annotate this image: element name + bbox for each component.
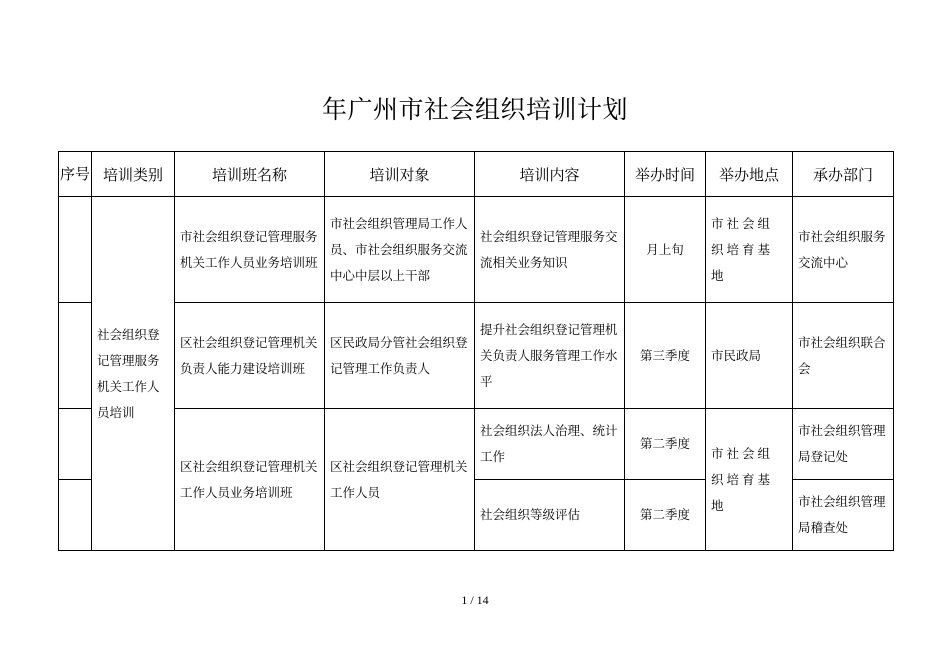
dept-cell (793, 409, 894, 480)
audience-text: 区社会组织登记管理机关工作人员 (330, 458, 468, 500)
dept-text: 市社会组织管理局稽查处 (798, 494, 886, 535)
class-name-cell (175, 197, 325, 303)
content-text: 提升社会组织登记管理机关负责人服务管理工作水平 (480, 321, 618, 389)
class-name-text: 区社会组织登记管理机关工作人员业务培训班 (180, 458, 318, 500)
table-row (59, 303, 894, 409)
content-text: 社会组织等级评估 (480, 507, 581, 522)
dept-text: 市社会组织服务交流中心 (798, 228, 886, 270)
dept-text: 市社会组织联合会 (798, 334, 886, 376)
content-cell (475, 197, 625, 303)
dept-cell (793, 480, 894, 551)
audience-cell (325, 197, 475, 303)
time-text: 第二季度 (639, 507, 690, 522)
dept-text: 市社会组织管理局登记处 (798, 423, 886, 464)
time-cell (625, 480, 706, 551)
class-name-cell (175, 303, 325, 409)
place-text: 市社会组织培育基地 (711, 445, 774, 513)
header-time: 举办时间 (625, 152, 706, 197)
content-cell (475, 480, 625, 551)
seq-cell (59, 303, 92, 409)
time-cell (625, 197, 706, 303)
time-text: 第三季度 (639, 347, 690, 363)
header-class-name: 培训班名称 (175, 152, 325, 197)
table-header-row (59, 152, 894, 197)
content-text: 社会组织法人治理、统计工作 (480, 423, 618, 464)
category-cell (92, 197, 175, 551)
seq-cell (59, 409, 92, 480)
audience-text: 区民政局分管社会组织登记管理工作负责人 (330, 334, 468, 376)
place-text: 市民政局 (711, 347, 762, 363)
page-number: 1 / 14 (461, 593, 489, 607)
dept-cell (793, 197, 894, 303)
time-cell (625, 303, 706, 409)
place-text: 市社会组织培育基地 (711, 215, 774, 283)
place-cell (706, 197, 793, 303)
audience-cell (325, 409, 475, 551)
table-row (59, 197, 894, 303)
seq-cell (59, 197, 92, 303)
header-seq: 序号 (59, 152, 92, 197)
audience-text: 市社会组织管理局工作人员、市社会组织服务交流中心中层以上干部 (330, 215, 468, 283)
class-name-text: 区社会组织登记管理机关负责人能力建设培训班 (180, 334, 318, 376)
content-cell (475, 303, 625, 409)
header-audience: 培训对象 (325, 152, 475, 197)
class-name-cell (175, 409, 325, 551)
content-cell (475, 409, 625, 480)
place-cell (706, 409, 793, 551)
header-category: 培训类别 (92, 152, 175, 197)
document-title: 年广州市社会组织培训计划 (321, 95, 628, 124)
content-text: 社会组织登记管理服务交流相关业务知识 (480, 228, 618, 270)
place-cell (706, 303, 793, 409)
header-dept: 承办部门 (793, 152, 894, 197)
header-place: 举办地点 (706, 152, 793, 197)
time-text: 月上旬 (646, 241, 684, 257)
time-cell (625, 409, 706, 480)
audience-cell (325, 303, 475, 409)
table-row (59, 409, 894, 480)
class-name-text: 市社会组织登记管理服务机关工作人员业务培训班 (180, 228, 318, 270)
header-content: 培训内容 (475, 152, 625, 197)
category-text: 社会组织登记管理服务机关工作人员培训 (97, 326, 160, 420)
seq-cell (59, 480, 92, 551)
dept-cell (793, 303, 894, 409)
training-plan-table (58, 151, 894, 551)
time-text: 第二季度 (639, 436, 690, 451)
